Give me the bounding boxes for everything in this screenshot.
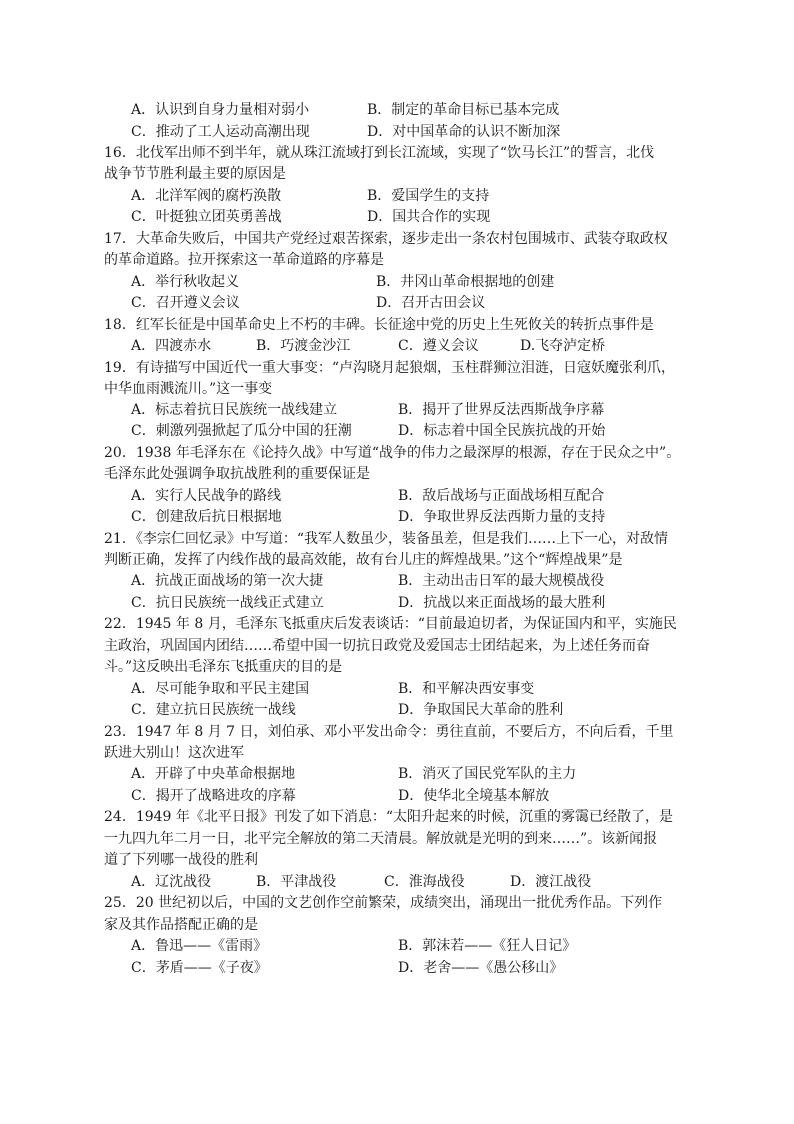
q20-option-d: D．争取世界反法西斯力量的支持 xyxy=(398,509,606,525)
q24-option-d: D．渡江战役 xyxy=(510,874,592,890)
q16-option-d: D．国共合作的实现 xyxy=(367,209,491,225)
q22-option-c: C．建立抗日民族统一战线 xyxy=(131,702,296,718)
q21-option-c: C．抗日民族统一战线正式建立 xyxy=(131,595,324,611)
q16-stem-line2: 战争节节胜利最主要的原因是 xyxy=(104,166,286,182)
q20-option-c: C．创建敌后抗日根据地 xyxy=(131,509,282,525)
q19-option-c: C．刺激列强掀起了瓜分中国的狂潮 xyxy=(131,423,352,439)
q22-option-a: A．尽可能争取和平民主建国 xyxy=(131,681,310,697)
q25-option-a: A．鲁迅——《雷雨》 xyxy=(131,938,268,954)
q17-option-a: A．举行秋收起义 xyxy=(131,274,240,290)
q22-option-d: D．争取国民大革命的胜利 xyxy=(398,702,564,718)
q22-stem-line3: 斗。”这反映出毛泽东飞抵重庆的目的是 xyxy=(104,659,343,675)
q18-option-c: C．遵义会议 xyxy=(398,338,479,354)
q15-option-b: B．制定的革命目标已基本完成 xyxy=(367,102,560,118)
q19-option-b: B．揭开了世界反法西斯战争序幕 xyxy=(398,402,605,418)
q25-option-b: B．郭沫若——《狂人日记》 xyxy=(398,938,577,954)
q17-option-b: B．井冈山革命根据地的创建 xyxy=(376,274,555,290)
q22-stem-line2: 主政治，巩固国内团结……希望中国一切抗日政党及爱国志士团结起来，为上述任务而奋 xyxy=(104,638,650,654)
q17-stem-line2: 的革命道路。拉开探索这一革命道路的序幕是 xyxy=(104,252,384,268)
q23-stem-line1: 23．1947 年 8 月 7 日，刘伯承、邓小平发出命令：勇往直前，不要后方，不向后看，千里 xyxy=(104,724,674,740)
q24-option-a: A．辽沈战役 xyxy=(131,874,212,890)
q25-option-c: C．茅盾——《子夜》 xyxy=(131,960,268,976)
q23-option-a: A．开辟了中央革命根据地 xyxy=(131,766,296,782)
q19-stem-line2: 中华血雨溅流川。”这一事变 xyxy=(104,381,273,397)
q16-option-a: A．北洋军阀的腐朽涣散 xyxy=(131,188,282,204)
q25-option-d: D．老舍——《愚公移山》 xyxy=(398,960,564,976)
q23-option-b: B．消灭了国民党军队的主力 xyxy=(398,766,577,782)
q17-option-c: C．召开遵义会议 xyxy=(131,295,240,311)
q16-option-c: C．叶挺独立团英勇善战 xyxy=(131,209,282,225)
q15-option-a: A．认识到自身力量相对弱小 xyxy=(131,102,310,118)
q22-option-b: B．和平解决西安事变 xyxy=(398,681,535,697)
q24-stem-line1: 24．1949 年《北平日报》刊发了如下消息：“太阳升起来的时候，沉重的雾霭已经散了，是 xyxy=(104,809,674,825)
q20-option-b: B．敌后战场与正面战场相互配合 xyxy=(398,488,605,504)
q25-stem-line1: 25．20 世纪初以后，中国的文艺创作空前繁荣，成绩突出，涌现出一批优秀作品。下列作 xyxy=(104,895,663,911)
q18-stem-line1: 18．红军长征是中国革命史上不朽的丰碑。长征途中党的历史上生死攸关的转折点事件是 xyxy=(104,317,654,333)
q19-option-d: D．标志着中国全民族抗战的开始 xyxy=(398,423,606,439)
q16-option-b: B．爱国学生的支持 xyxy=(367,188,490,204)
q24-stem-line3: 道了下列哪一战役的胜利 xyxy=(104,852,258,868)
q18-option-d: D.飞夺泸定桥 xyxy=(520,338,606,354)
q17-stem-line1: 17．大革命失败后，中国共产党经过艰苦探索，逐步走出一条农村包围城市、武装夺取政权 xyxy=(104,231,668,247)
q17-option-d: D．召开古田会议 xyxy=(376,295,486,311)
q25-stem-line2: 家及其作品搭配正确的是 xyxy=(104,917,258,933)
q21-stem-line1: 21．《李宗仁回忆录》中写道：“我军人数虽少，装备虽差，但是我们……上下一心，对敌情 xyxy=(104,531,668,547)
q20-option-a: A．实行人民战争的路线 xyxy=(131,488,282,504)
q15-option-d: D．对中国革命的认识不断加深 xyxy=(367,124,561,140)
q24-stem-line2: 一九四九年二月一日，北平完全解放的第二天清晨。解放就是光明的到来……”。该新闻报 xyxy=(104,831,658,847)
q24-option-b: B．平津战役 xyxy=(256,874,337,890)
q21-option-a: A．抗战正面战场的第一次大捷 xyxy=(131,573,324,589)
q21-option-d: D．抗战以来正面战场的最大胜利 xyxy=(398,595,606,611)
q20-stem-line2: 毛泽东此处强调争取抗战胜利的重要保证是 xyxy=(104,466,370,482)
q19-stem-line1: 19．有诗描写中国近代一重大事变：“卢沟晓月起狼烟，玉柱群狮泣泪涟，日寇妖魔张利爪， xyxy=(104,360,675,376)
q18-option-a: A．四渡赤水 xyxy=(131,338,212,354)
q23-stem-line2: 跃进大别山！这次进军 xyxy=(104,745,244,761)
q21-option-b: B．主动出击日军的最大规模战役 xyxy=(398,573,605,589)
q23-option-c: C．揭开了战略进攻的序幕 xyxy=(131,788,296,804)
q18-option-b: B．巧渡金沙江 xyxy=(256,338,351,354)
q22-stem-line1: 22．1945 年 8 月，毛泽东飞抵重庆后发表谈话：“目前最迫切者，为保证国内和平，实施民 xyxy=(104,616,677,632)
q21-stem-line2: 判断正确，发挥了内线作战的最高效能，故有台儿庄的辉煌战果。”这个“辉煌战果”是 xyxy=(104,552,623,568)
q24-option-c: C．淮海战役 xyxy=(384,874,465,890)
q16-stem-line1: 16．北伐军出师不到半年，就从珠江流域打到长江流域，实现了“饮马长江”的誓言，北伐 xyxy=(104,145,655,161)
q23-option-d: D．使华北全境基本解放 xyxy=(398,788,550,804)
q15-option-c: C．推动了工人运动高潮出现 xyxy=(131,124,310,140)
q20-stem-line1: 20．1938 年毛泽东在《论持久战》中写道“战争的伟力之最深厚的根源，存在于民众之中”。 xyxy=(104,445,681,461)
q19-option-a: A．标志着抗日民族统一战线建立 xyxy=(131,402,338,418)
